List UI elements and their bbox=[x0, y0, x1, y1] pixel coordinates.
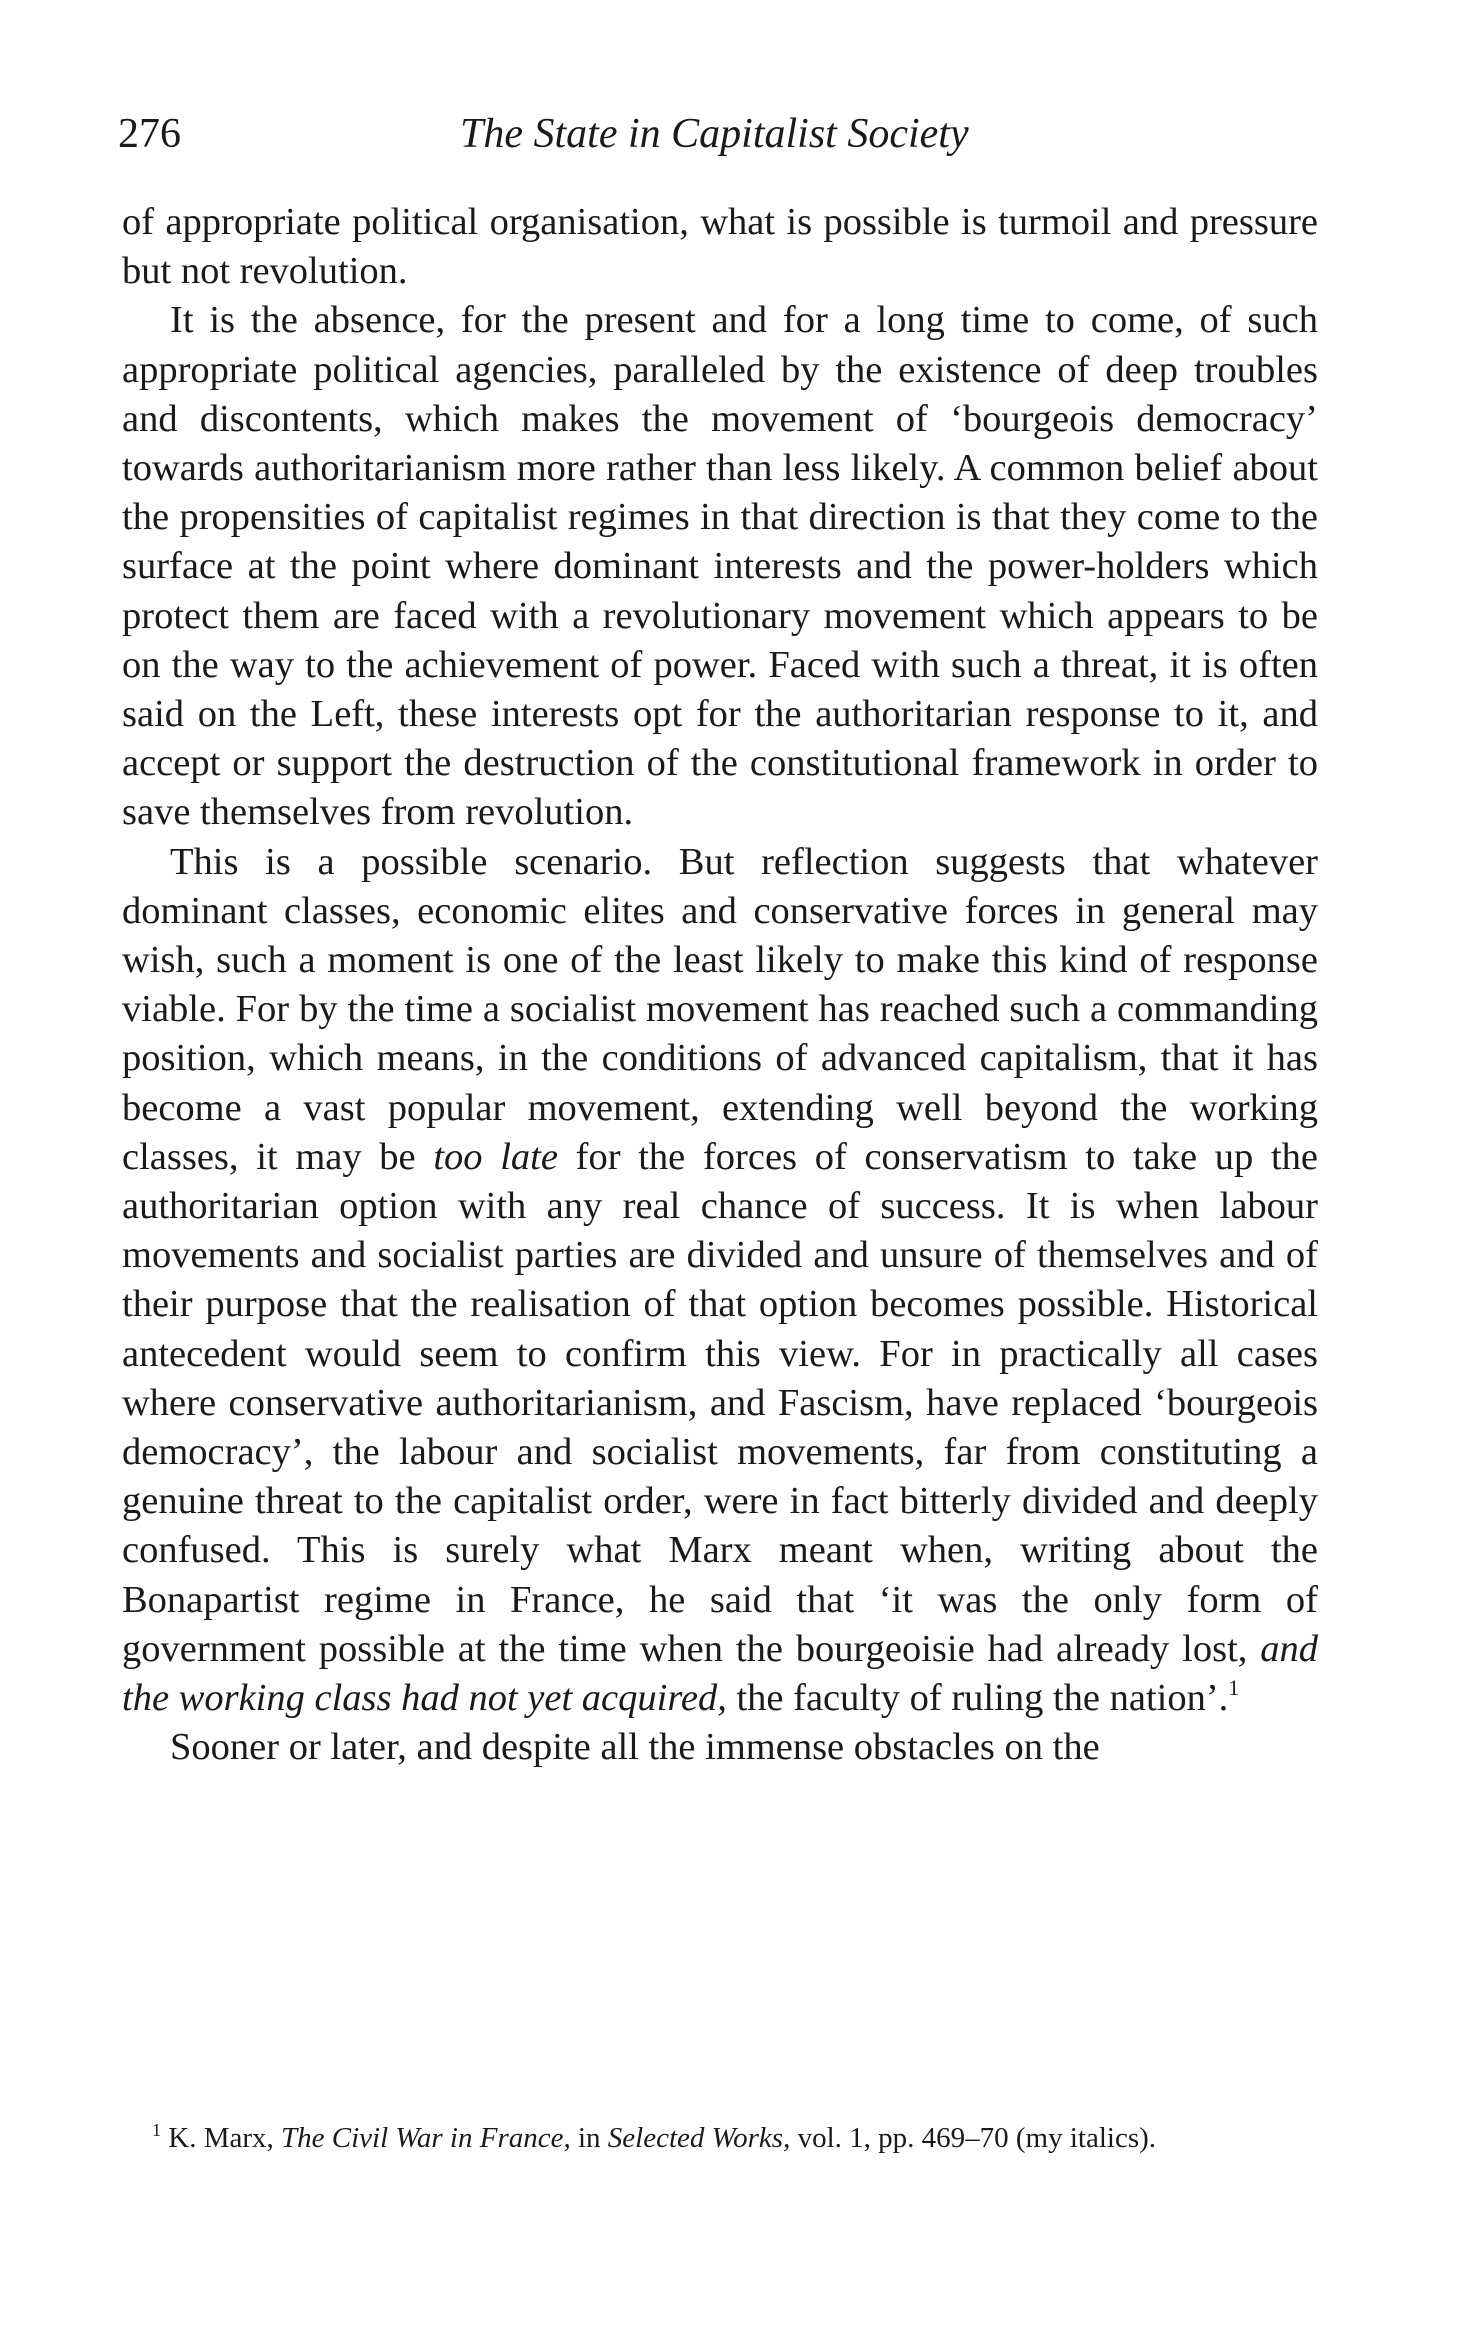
running-head bbox=[118, 106, 1348, 162]
running-title: The State in Capitalist Society bbox=[460, 111, 969, 157]
footnote-collection: Selected Works, bbox=[607, 2122, 791, 2154]
paragraph-2: It is the absence, for the present and for a long time to come, of such appropriate political agencies, paralleled by the existence of deep troubles and discontents, which makes the movement of ‘bourgeois democracy’ towards authoritarianism more rather than less likely. A common belief about the propensities of capitalist regimes in that direction is that they come to the surface at the point where dominant interests and the power-holders which protect them are faced with a revolutionary movement which appears to be on the way to the achievement of power. Faced with such a threat, it is often said on the Left, these interests opt for the authoritarian response to it, and accept or support the destruction of the constitutional framework in order to save themselves from revolution. bbox=[122, 299, 1318, 834]
emphasis-too-late: too late bbox=[433, 1135, 558, 1178]
paragraph-3 bbox=[122, 838, 1318, 1724]
page-number: 276 bbox=[118, 111, 181, 157]
emphasis-working-class: and the working class had not yet acquired, bbox=[122, 1627, 1318, 1720]
paragraph-3-text-a: This is a possible scenario. But reflection suggests that whatever dominant classes, economic elites and conservative forces in general may wish, such a moment is one of the least likely to make this kind of response viable. For by the time a socialist movement has reached such a commanding position, which means, in the conditions of advanced capitalism, that it has become a vast popular movement, extending well beyond the working classes, it may be bbox=[122, 840, 1318, 1178]
footnote-title: The Civil War in France, bbox=[281, 2122, 571, 2154]
footnote-mid: in bbox=[570, 2122, 608, 2154]
footnote-reference: 1 bbox=[1228, 1675, 1240, 1701]
footnote bbox=[122, 2118, 1318, 2158]
paragraph-3-text-e: the faculty of ruling the nation’. bbox=[726, 1677, 1229, 1720]
footnote-rest: vol. 1, pp. 469–70 (my italics). bbox=[790, 2122, 1157, 2154]
footnote-number: 1 bbox=[152, 2120, 161, 2140]
body-text bbox=[122, 198, 1318, 1773]
paragraph-4: Sooner or later, and despite all the immense obstacles on the bbox=[170, 1726, 1100, 1769]
paragraph-3-text-c: for the forces of conservatism to take up the authoritarian option with any real chance of success. It is when labour movements and socialist parties are divided and unsure of themselves and of their purpose that the realisation of that option becomes possible. Historical antecedent would seem to confirm this view. For in practically all cases where conservative authoritarianism, and Fascism, have replaced ‘bourgeois democracy’, the labour and socialist movements, far from constituting a genuine threat to the capitalist order, were in fact bitterly divided and deeply confused. This is surely what Marx meant when, writing about the Bonapartist regime in France, he said that ‘it was the only form of government possible at the time when the bourgeoisie had already lost, bbox=[122, 1135, 1318, 1670]
footnote-author: K. Marx, bbox=[161, 2122, 282, 2154]
paragraph-1: of appropriate political organisation, what is possible is turmoil and pressure but not revolution. bbox=[122, 201, 1318, 293]
